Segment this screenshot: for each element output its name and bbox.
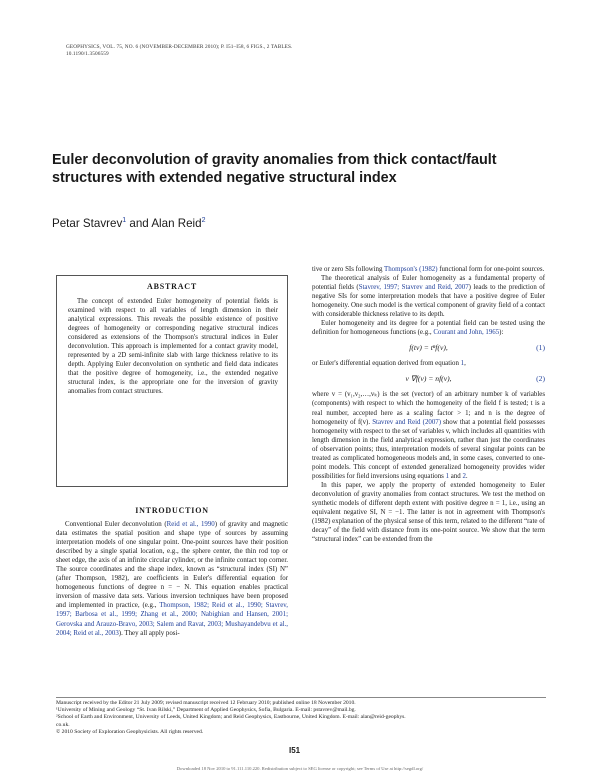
author-name: Alan Reid [151,217,202,230]
journal-header [66,44,292,57]
body-text: where v = (v₁,v₂,…,vₖ) is the set (vector) of an arbitrary number k of variables (components) with respect to which the homogeneity of the field f is tested; t is a real number, accepted here as a scaling factor > 1; and n is the degree of homogeneity of f(v). [312,391,545,426]
equation-link[interactable]: 1 [460,360,465,368]
equation-number: (2) [536,374,545,384]
citation-link[interactable]: Reid et al., 1990 [166,521,215,528]
journal-doi: 10.1190/1.3506559 [66,50,109,57]
paper-title: Euler deconvolution of gravity anomalies from thick contact/fault structures with extended negative structural index [52,152,497,186]
footnote-affiliation-2: ²School of Earth and Environment, University of Leeds, United Kingdom; and Reid Geophysics, Eastbourne, United Kingdom. E-mail: alan@reid-geophys. [56,714,406,721]
abstract-heading: ABSTRACT [147,282,197,291]
body-text: functional form for one-point sources. [437,266,545,273]
footnote-affiliation-1: ¹University of Mining and Geology “St. Ivan Rilski,” Department of Applied Geophysics, Sofia, Bulgaria. E-mail: pstavrev@mail.bg. [56,707,356,714]
footnote-received: Manuscript received by the Editor 21 July 2009; revised manuscript received 12 February 2010; published online 18 November 2010. [56,700,356,706]
journal-citation: GEOPHYSICS, VOL. 75, NO. 6 (NOVEMBER-DECEMBER 2010); P. I51–I58, 6 FIGS., 2 TABLES. [66,44,293,50]
body-text: , [464,360,466,368]
abstract-paragraph: The concept of extended Euler homogeneity of potential fields is examined with respect to all variables of length dimension in their analytical expressions. This reveals the possible existence of positive degrees of homogeneity or corresponding negative structural indices considered as extensions of the Thompson's structural indices in Euler deconvolution. This approach is implemented for a contact gravity model, represented by a 2D semi-infinite slab with large thickness relative to its depth. Applying Euler deconvolution on synthetic and field data indicates that the positive degree of homogeneity, i.e., the extended negative structural index, is the appropriate one for the inversion of gravity anomalies from contact structures. [68,298,278,396]
body-paragraph [312,274,545,319]
body-paragraph [312,359,545,368]
body-text: Conventional Euler deconvolution ( [65,521,167,528]
body-paragraph [312,265,545,274]
body-text: The theoretical analysis of Euler homogeneity as a fundamental property of potential fields ( [312,275,545,292]
citation-link[interactable]: Courant and John, 1965 [433,329,500,337]
affiliation-marker[interactable]: 2 [201,217,206,224]
affiliation-marker[interactable]: 1 [122,217,127,224]
body-text: . [465,472,468,480]
footnote-copyright: © 2010 Society of Exploration Geophysicists. All rights reserved. [56,728,204,735]
page-number: I51 [289,746,301,755]
body-text: show that a potential field possesses homogeneity with respect to the set of variables v, which includes all quantities with length dimension in the field analytical expression, rather than just the coordinates of observation points; thus, interpretation models of several singular points can be treated as complicated homogeneous models and, in some cases, converted to one-point models. This concept of extended generalized homogeneity provides wider possibilities for field inversions using equations [312,418,545,480]
body-text: and [449,472,463,480]
equation-2 [312,368,545,390]
citation-link[interactable]: Stavrev and Reid (2007) [372,418,442,426]
equation-expression: v ∇f(v) = nf(v), [405,374,452,384]
body-text: ) of gravity and magnetic data estimates the spatial position and shape type of sources by assuming interpretation models of one singular point. One-point sources have their position described by a single spatial location, e.g., the sphere center, the thin rod top or sheet edge, the axis of an infinite circular cylinder, or the infinite contact top corner. The source coordinates and the shape index, known as “structural index (SI) N” (after Thompson, 1982), are coefficients in Euler's differential equation for homogeneous functions of degree n = − N. This equation enables practical inversion of massive data sets. Various inversion techniques have been proposed and implemented in practice, (e.g., [56,521,288,610]
author-list [52,217,206,230]
right-column-body [312,265,545,544]
footnote-affiliation-2-cont: co.uk. [56,721,70,728]
body-text: or Euler's differential equation derived from equation [312,360,461,368]
body-text: tive or zero SIs following [312,266,385,273]
author-name: Petar Stavrev [52,217,123,230]
body-paragraph: In this paper, we apply the property of extended homogeneity to Euler deconvolution of gravity anomalies from contact structures. We test the method on synthetic models of different depth extent with positive degree n = 1, i.e., using an equivalent negative SI, N = −1. The latter is not in agreement with Thompson's (1982) explanation of the physical sense of this term, related to the different “rate of decay” of the field with distance from its one-point source. We show that the term “structural index” can be extended from the [312,481,545,544]
body-paragraph [312,390,545,480]
equation-expression: f(tv) = tⁿf(v), [409,343,448,353]
body-paragraph [312,319,545,337]
section-heading-introduction: INTRODUCTION [135,506,209,515]
body-paragraph [56,520,288,638]
body-text: ): [499,329,504,337]
equation-1 [312,337,545,359]
equation-link[interactable]: 2 [462,472,466,480]
body-text: ). They all apply posi- [118,629,180,637]
body-text: Euler homogeneity and its degree for a potential field can be tested using the definition for homogeneous functions (e.g., [312,320,545,337]
download-notice: Downloaded 18 Nov 2010 to 91.111.110.220. Redistribution subject to SEG license or copyright; see Terms of Use at http://segdl.org/ [176,766,424,771]
abstract-text [68,297,278,397]
footnote-divider [56,697,546,698]
citation-link[interactable]: Thompson, 1982; Reid et al., 1990; Stavrev, 1997; Barbosa et al., 1999; Zhang et al., 2000; Nabighian and Hansen, 2001; Gerovska and Arauzo-Bravo, 2003; Salem and Ravat, 2003; Mushayandebvu et al., 2004; Reid et al., 2003 [56,602,289,637]
equation-link[interactable]: 1 [445,472,450,480]
left-column-body [56,520,288,638]
author-conjunction: and [126,217,152,230]
citation-link[interactable]: Thompson's (1982) [384,266,438,273]
equation-number: (1) [536,343,545,353]
footnotes [56,700,546,736]
citation-link[interactable]: Stavrev, 1997; Stavrev and Reid, 2007 [358,284,469,292]
body-text: ) leads to the prediction of negative SIs for some interpretation models that have a positive degree of Euler homogeneity. One such model is the vertical component of gravity field of a contact with considerable thickness relative to its depth. [312,284,545,319]
